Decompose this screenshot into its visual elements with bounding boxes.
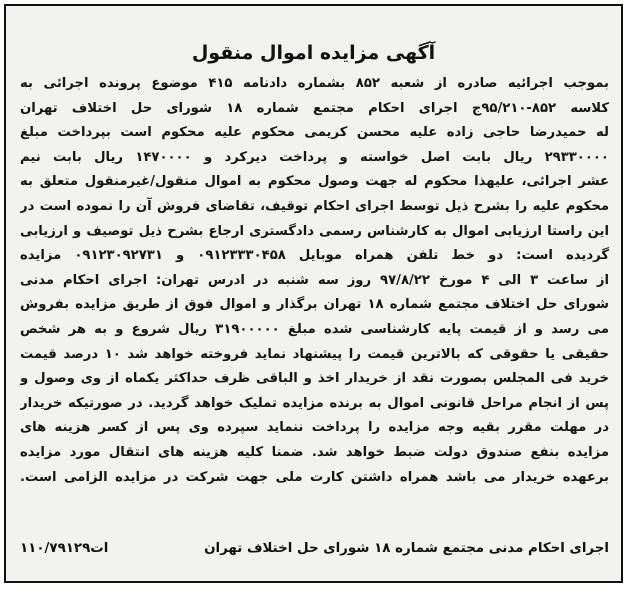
body-line: برعهده خریدار می باشد همراه داشتن کارت ملی جهت شرکت در مزایده الزامی است. xyxy=(20,469,609,485)
body-line: می رسد و از قیمت پایه کارشناسی شده مبلغ ۳۱۹۰۰۰۰۰ ریال شروع و به هر شخص xyxy=(20,321,609,337)
body-line: کلاسه ۸۵۲-۹۵/۲۱۰ج اجرای احکام مجتمع شماره ۱۸ شورای حل اختلاف تهران xyxy=(20,100,609,116)
body-line: ۲۹۳۳۰۰۰۰ ریال بابت اصل خواسته و پرداخت دیرکرد و ۱۴۷۰۰۰۰ ریال بابت نیم xyxy=(20,149,609,165)
body-line: مزایده بنفع صندوق دولت ضبط خواهد شد. ضمنا کلیه هزینه های انتقال مورد مزایده xyxy=(20,444,609,460)
body-line: گردیده است: دو خط تلفن همراه موبایل ۰۹۱۲۳۳۳۰۴۵۸ و ۰۹۱۲۳۰۹۲۷۳۱ مزایده xyxy=(20,248,609,264)
body-line: در مهلت مقرر بقیه وجه مزایده را پرداخت ننماید سپرده وی پس از کسر هزینه های xyxy=(20,420,609,436)
body-line: پس از انجام مراحل قانونی اموال به برنده مزایده تملیک خواهد گردید. در صورتیکه خریدار xyxy=(20,395,609,411)
notice-footer xyxy=(20,541,609,565)
body-line: از ساعت ۳ الی ۴ مورخ ۹۷/۸/۲۲ روز سه شنبه در ادرس تهران: اجرای احکام مدنی xyxy=(20,272,609,288)
body-line: محکوم علیه را بشرح ذیل توسط اجرای احکام توقیف، تقاضای فروش آن را نموده است در xyxy=(20,198,609,214)
auction-notice xyxy=(4,4,623,583)
body-line: عشر اجرائی، علیهذا محکوم له جهت وصول محکوم به اموال منقول/غیرمنقول متعلق به xyxy=(20,174,609,190)
body-line: بموجب اجرائیه صادره از شعبه ۸۵۲ بشماره دادنامه ۴۱۵ موضوع پرونده اجرائی به xyxy=(20,76,609,91)
body-line: له حمیدرضا حاجی زاده علیه محسن کریمی محکوم علیه محکوم است بپرداخت مبلغ xyxy=(20,125,609,141)
notice-code: ۱۱۰/۷۹۱۲۹ات xyxy=(20,541,109,556)
body-line: شورای حل اختلاف مجتمع شماره ۱۸ تهران برگذار و اموال فوق از طریق مزایده بفروش xyxy=(20,297,609,313)
body-line: حقیقی یا حقوقی که بالاترین قیمت را پیشنهاد نماید فروخته خواهد شد ۱۰ درصد قیمت xyxy=(20,346,609,362)
notice-body xyxy=(20,72,609,490)
notice-title: آگهی مزایده اموال منقول xyxy=(191,42,436,64)
body-line: این راستا ارزیابی اموال به کارشناس رسمی دادگستری ارجاع بشرح ذیل توصیف و ارزیابی xyxy=(20,223,609,239)
body-line: خرید فی المجلس بصورت نقد از خریدار اخذ و الباقی ظرف حداکثر یکماه از وی وصول و xyxy=(20,371,609,387)
issuer-signature: اجرای احکام مدنی مجتمع شماره ۱۸ شورای حل اختلاف تهران xyxy=(204,541,609,556)
